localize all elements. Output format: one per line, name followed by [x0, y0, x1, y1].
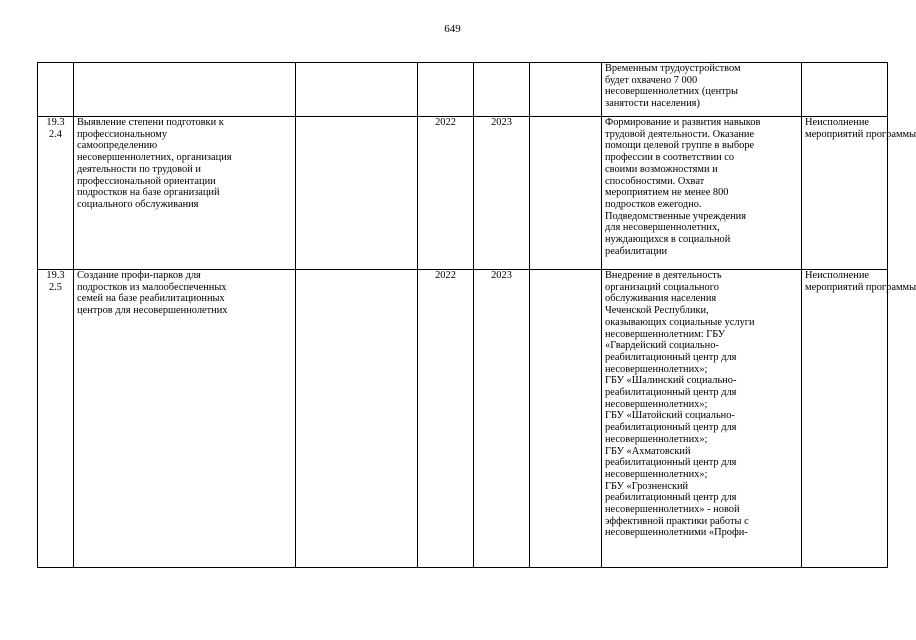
executor-cell [296, 117, 418, 270]
expected-result-cell: Временным трудоустройством будет охвачено 7 000 несовершеннолетних (центры занятости населения) [602, 63, 802, 117]
measure-number-cell [38, 63, 74, 117]
page-number: 649 [444, 23, 461, 35]
program-measures-table [37, 62, 916, 568]
table-row [38, 63, 888, 117]
measure-number-cell: 19.3 2.5 [38, 270, 74, 568]
table-row [38, 117, 888, 270]
executor-cell [296, 63, 418, 117]
end-year-cell: 2023 [474, 270, 530, 568]
empty-cell [530, 63, 602, 117]
end-year-cell [474, 63, 530, 117]
expected-result-cell: Формирование и развития навыков трудовой деятельности. Оказание помощи целевой группе в выборе профессии в соответствии со своими возможностями и способностями. Охват мероприятием не менее 800 подростков ежегодно. Подведомственные учреждения для несовершеннолетних, нуждающихся в социальной реабилитации [602, 117, 802, 270]
start-year-cell: 2022 [418, 117, 474, 270]
measure-name-cell [74, 63, 296, 117]
start-year-cell: 2022 [418, 270, 474, 568]
end-year-cell: 2023 [474, 117, 530, 270]
measure-name-cell: Создание профи-парков для подростков из малообеспеченных семей на базе реабилитационных центров для несовершеннолетних [74, 270, 296, 568]
measure-name-cell: Выявление степени подготовки к профессиональному самоопределению несовершеннолетних, организация деятельности по трудовой и профессиональной ориентации подростков на базе организаций социального обслуживания [74, 117, 296, 270]
start-year-cell [418, 63, 474, 117]
consequence-cell: Неисполнение мероприятий программы [802, 270, 888, 568]
empty-cell [530, 117, 602, 270]
empty-cell [530, 270, 602, 568]
consequence-cell [802, 63, 888, 117]
expected-result-cell: Внедрение в деятельность организаций социального обслуживания населения Чеченской Республики, оказывающих социальные услуги несовершеннолетним: ГБУ «Гвардейский социально- реабилитационный центр для несовершеннолетних»; ГБУ «Шалинский социально- реабилитационный центр для несовершеннолетних»; ГБУ «Шатойский социально- реабилитационный центр для несовершеннолетних»; ГБУ «Ахматовский реабилитационный центр для несовершеннолетних»; ГБУ «Грозненский реабилитационный центр для несовершеннолетних» - новой эффективной практики работы с несовершеннолетними «Профи- [602, 270, 802, 568]
consequence-cell: Неисполнение мероприятий программы [802, 117, 888, 270]
measure-number-cell: 19.3 2.4 [38, 117, 74, 270]
table-row [38, 270, 888, 568]
executor-cell [296, 270, 418, 568]
